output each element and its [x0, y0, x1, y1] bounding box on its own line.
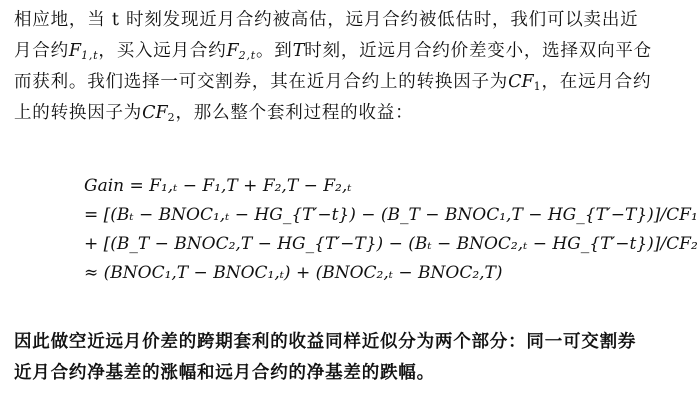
text-segment: 。到: [255, 41, 293, 61]
equation-row-1: Gain = F₁,ₜ − F₁,T + F₂,T − F₂,ₜ: [84, 176, 352, 196]
text-segment: ，买入远月合约: [98, 41, 227, 61]
intro-line-2: [14, 36, 690, 67]
intro-paragraph: [14, 5, 690, 129]
var-T: T: [292, 41, 305, 61]
equation-row-4: ≈ (BNOC₁,T − BNOC₁,ₜ) + (BNOC₂,ₜ − BNOC₂,T): [84, 263, 503, 283]
equation-row-2: = [(Bₜ − BNOC₁,ₜ − HG_{T′−t}) − (B_T − BNOC₁,T − HG_{T′−T})]/CF₁: [84, 205, 698, 225]
text-segment: ，那么整个套利过程的收益：: [175, 103, 414, 123]
intro-line-3: [14, 67, 690, 98]
conclusion-paragraph: [14, 327, 690, 389]
gain-equation: [84, 172, 698, 288]
intro-line-1: 相应地，当 t 时刻发现近月合约被高估，远月合约被低估时，我们可以卖出近: [14, 10, 639, 30]
conclusion-line-2: 近月合约净基差的涨幅和远月合约的净基差的跌幅。: [14, 363, 435, 383]
var-CF: CF: [142, 103, 168, 123]
intro-line-4: [14, 98, 690, 129]
text-segment: ，在远月合约: [541, 72, 652, 92]
var-F: F: [226, 41, 239, 61]
subscript: 1,t: [81, 49, 99, 62]
text-segment: 月合约: [14, 41, 69, 61]
subscript: 2,t: [238, 49, 256, 62]
text-segment: 上的转换因子为: [14, 103, 143, 123]
text-segment: 而获利。我们选择一可交割券，其在近月合约上的转换因子为: [14, 72, 509, 92]
var-F: F: [68, 41, 82, 61]
equation-row-3: + [(B_T − BNOC₂,T − HG_{T′−T}) − (Bₜ − BNOC₂,ₜ − HG_{T′−t})]/CF₂: [84, 234, 698, 254]
conclusion-line-1: 因此做空近远月价差的跨期套利的收益同样近似分为两个部分：同一可交割券: [14, 332, 637, 352]
subscript-digit: 2: [167, 111, 176, 124]
subscript-digit: 1: [533, 80, 542, 93]
var-CF: CF: [508, 72, 534, 92]
text-segment: 时刻，近远月合约价差变小，选择双向平仓: [304, 41, 652, 61]
